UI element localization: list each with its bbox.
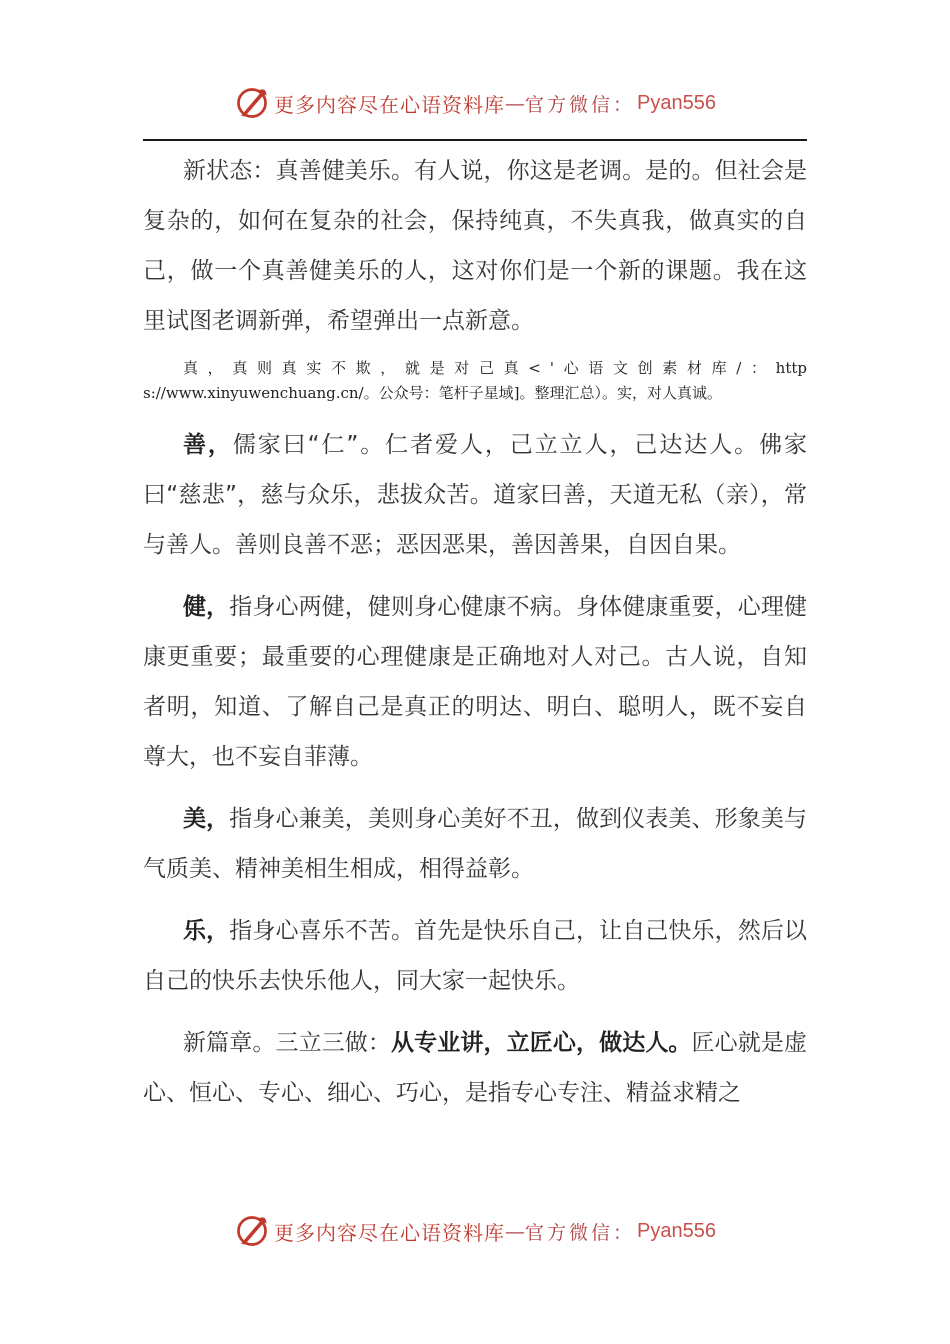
quill-logo-icon [234,85,270,121]
joy-text: 指身心喜乐不苦。首先是快乐自己，让自己快乐，然后以自己的快乐去快乐他人，同大家一起快乐。 [143,918,808,994]
beauty-heading: 美， [183,806,230,832]
page-footer [0,1206,950,1256]
paragraph-truth [143,356,807,406]
new-chapter-bold: 从专业讲，立匠心，做达人。 [391,1030,692,1056]
paragraph-beauty [143,794,807,894]
header-official-label: 官方微信： [525,93,636,116]
truth-text-spaced: 真，真则真实不欺，就是对己真<'心语文创素材库/： [183,359,776,377]
new-chapter-text: 匠心就是虚心、恒心、专心、细心、巧心，是指专心专注、精益求精之 [143,1030,808,1106]
paragraph-joy [143,906,807,1006]
footer-official-label: 官方微信： [525,1221,636,1244]
footer-dash: — [505,1219,525,1243]
page-header [0,78,950,128]
new-chapter-intro: 新篇章。三立三做： [183,1030,392,1056]
footer-brand-text: 更多内容尽在心语资料库 [274,1220,505,1245]
joy-heading: 乐， [183,918,230,944]
truth-text-link: https://www.xinyuwenchuang.cn/。公众号：笔杆子星域]。整理汇总）。实，对人真诚。 [143,359,807,402]
paragraph-goodness [143,420,807,570]
paragraph-new-chapter [143,1018,807,1118]
health-text: 指身心两健，健则身心健康不病。身体健康重要，心理健康更重要；最重要的心理健康是正确地对人对己。古人说，自知者明，知道、了解自己是真正的明达、明白、聪明人，既不妄自尊大，也不妄自菲薄。 [143,594,808,770]
health-heading: 健， [183,594,230,620]
footer-wechat-handle: Pyan556 [637,1219,716,1242]
header-brand-text: 更多内容尽在心语资料库 [274,92,505,117]
header-wechat-handle: Pyan556 [637,91,716,114]
goodness-text: 儒家曰“仁”。仁者爱人，己立立人，己达达人。佛家曰“慈悲”，慈与众乐，悲拔众苦。道家曰善，天道无私（亲），常与善人。善则良善不恶；恶因恶果，善因善果，自因自果。 [143,432,807,558]
header-divider [143,139,807,141]
paragraph-health [143,582,807,782]
quill-logo-icon [234,1213,270,1249]
document-body [143,146,807,1118]
paragraph-new-state: 新状态：真善健美乐。有人说，你这是老调。是的。但社会是复杂的，如何在复杂的社会，保持纯真，不失真我，做真实的自己，做一个真善健美乐的人，这对你们是一个新的课题。我在这里试图老调新弹，希望弹出一点新意。 [143,158,807,334]
goodness-heading: 善， [183,432,233,458]
header-dash: — [505,91,525,115]
beauty-text: 指身心兼美，美则身心美好不丑，做到仪表美、形象美与气质美、精神美相生相成，相得益彰。 [143,806,808,882]
